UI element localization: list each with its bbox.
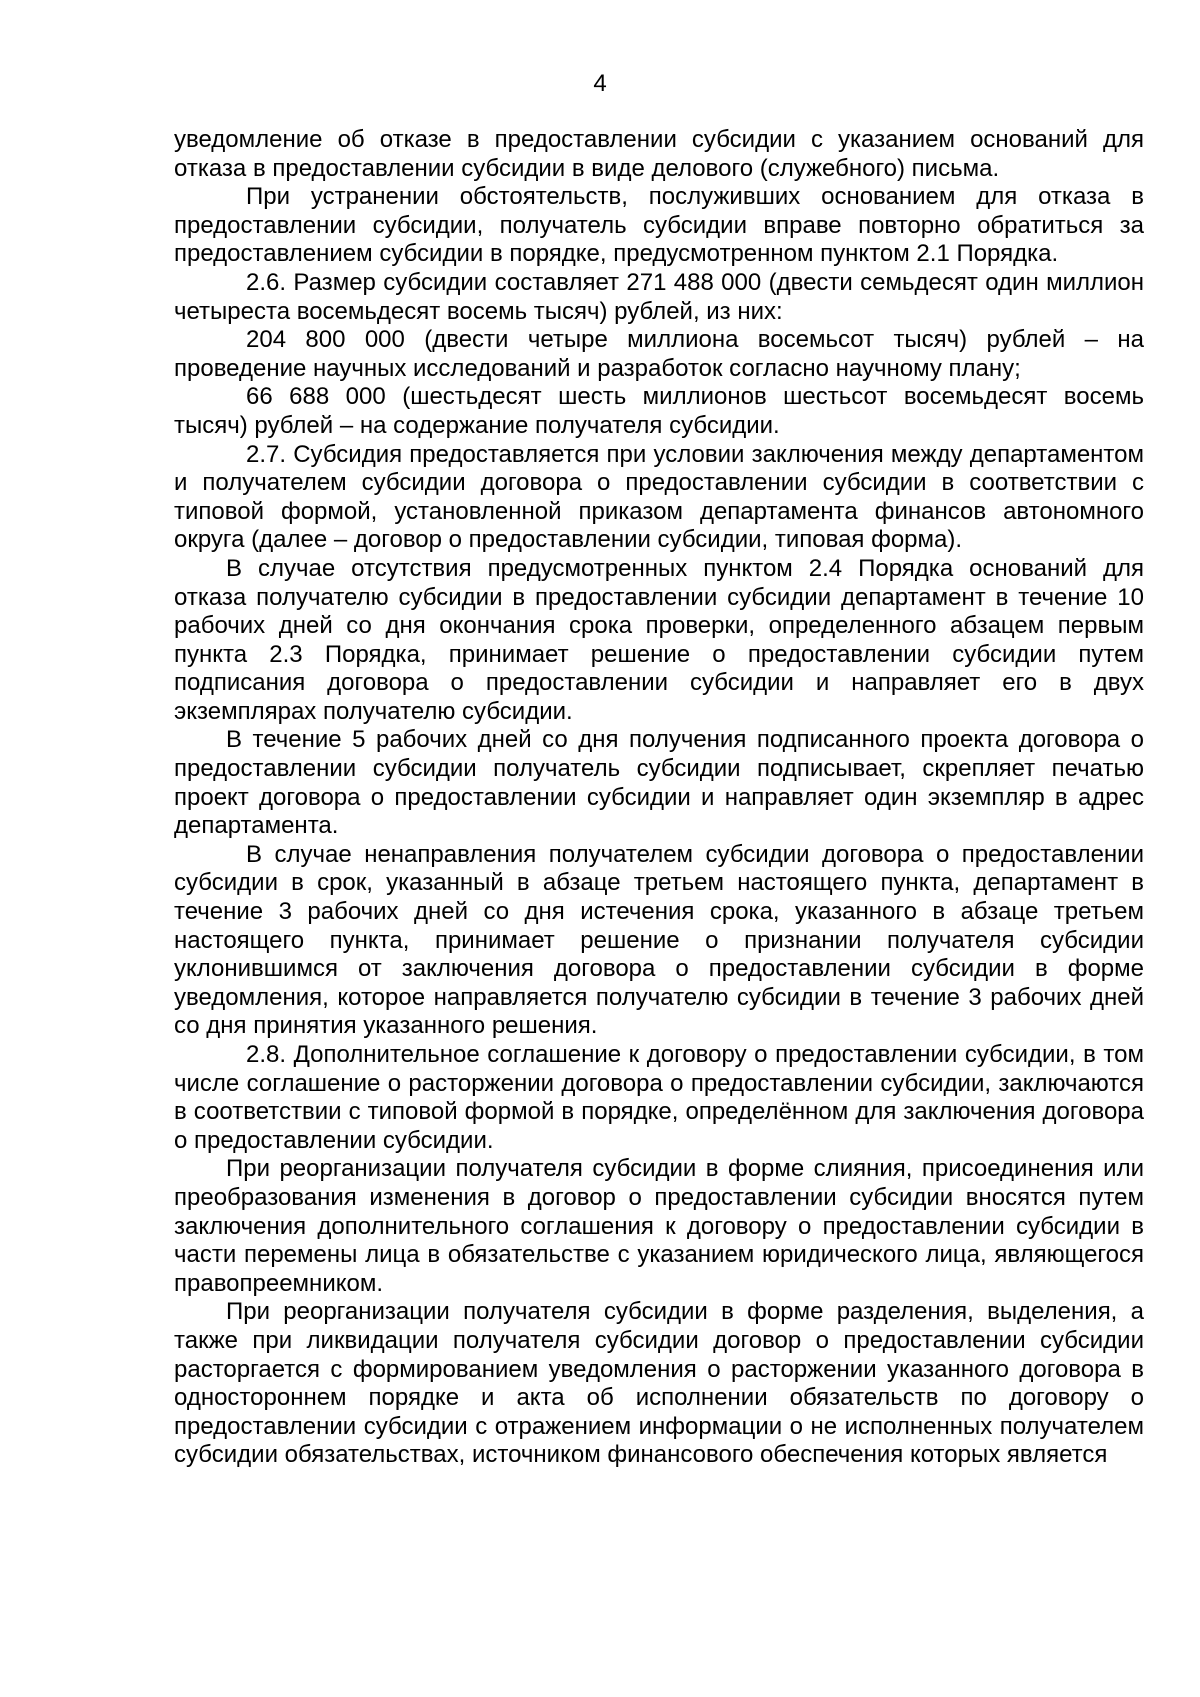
paragraph: В случае ненаправления получателем субсидии договора о предоставлении субсидии в срок, указанный в абзаце третьем настоящего пункта, департамент в течение 3 рабочих дней со дня истечения срока, указанного в абзаце третьем настоящего пункта, принимает решение о признании получателя субсидии уклонившимся от заключения договора о предоставлении субсидии в форме уведомления, которое направляется получателю субсидии в течение 3 рабочих дней со дня принятия указанного решения. — [174, 840, 1144, 1040]
paragraph: При реорганизации получателя субсидии в форме слияния, присоединения или преобразования изменения в договор о предоставлении субсидии вносятся путем заключения дополнительного соглашения к договору о предоставлении субсидии в части перемены лица в обязательстве с указанием юридического лица, являющегося правопреемником. — [174, 1155, 1144, 1297]
paragraph: 2.8. Дополнительное соглашение к договору о предоставлении субсидии, в том числе соглашение о расторжении договора о предоставлении субсидии, заключаются в соответствии с типовой формой в порядке, определённом для заключения договора о предоставлении субсидии. — [174, 1041, 1144, 1154]
paragraph: При устранении обстоятельств, послуживших основанием для отказа в предоставлении субсидии, получатель субсидии вправе повторно обратиться за предоставлением субсидии в порядке, предусмотренном пунктом 2.1 Порядка. — [174, 183, 1144, 268]
paragraph: уведомление об отказе в предоставлении субсидии с указанием оснований для отказа в предоставлении субсидии в виде делового (служебного) письма. — [174, 126, 1144, 182]
paragraph: 2.6. Размер субсидии составляет 271 488 000 (двести семьдесят один миллион четыреста восемьдесят восемь тысяч) рублей, из них: — [174, 268, 1144, 325]
paragraph: При реорганизации получателя субсидии в форме разделения, выделения, а также при ликвидации получателя субсидии договор о предоставлении субсидии расторгается с формированием уведомления о расторжении указанного договора в одностороннем порядке и акта об исполнении обязательств по договору о предоставлении субсидии с отражением информации о не исполненных получателем субсидии обязательствах, источником финансового обеспечения которых является — [174, 1298, 1144, 1469]
page-number: 4 — [593, 70, 607, 97]
paragraph: В течение 5 рабочих дней со дня получения подписанного проекта договора о предоставлении субсидии получатель субсидии подписывает, скрепляет печатью проект договора о предоставлении субсидии и направляет один экземпляр в адрес департамента. — [174, 726, 1144, 840]
paragraph: 2.7. Субсидия предоставляется при условии заключения между департаментом и получателем субсидии договора о предоставлении субсидии в соответствии с типовой формой, установленной приказом департамента финансов автономного округа (далее – договор о предоставлении субсидии, типовая форма). — [174, 440, 1144, 554]
document-body — [174, 126, 1144, 1470]
paragraph: 204 800 000 (двести четыре миллиона восемьсот тысяч) рублей – на проведение научных исследований и разработок согласно научному плану; — [174, 326, 1144, 382]
paragraph: 66 688 000 (шестьдесят шесть миллионов шестьсот восемьдесят восемь тысяч) рублей – на содержание получателя субсидии. — [174, 383, 1144, 439]
paragraph: В случае отсутствия предусмотренных пунктом 2.4 Порядка оснований для отказа получателю субсидии в предоставлении субсидии департамент в течение 10 рабочих дней со дня окончания срока проверки, определенного абзацем первым пункта 2.3 Порядка, принимает решение о предоставлении субсидии путем подписания договора о предоставлении субсидии и направляет его в двух экземплярах получателю субсидии. — [174, 554, 1144, 725]
